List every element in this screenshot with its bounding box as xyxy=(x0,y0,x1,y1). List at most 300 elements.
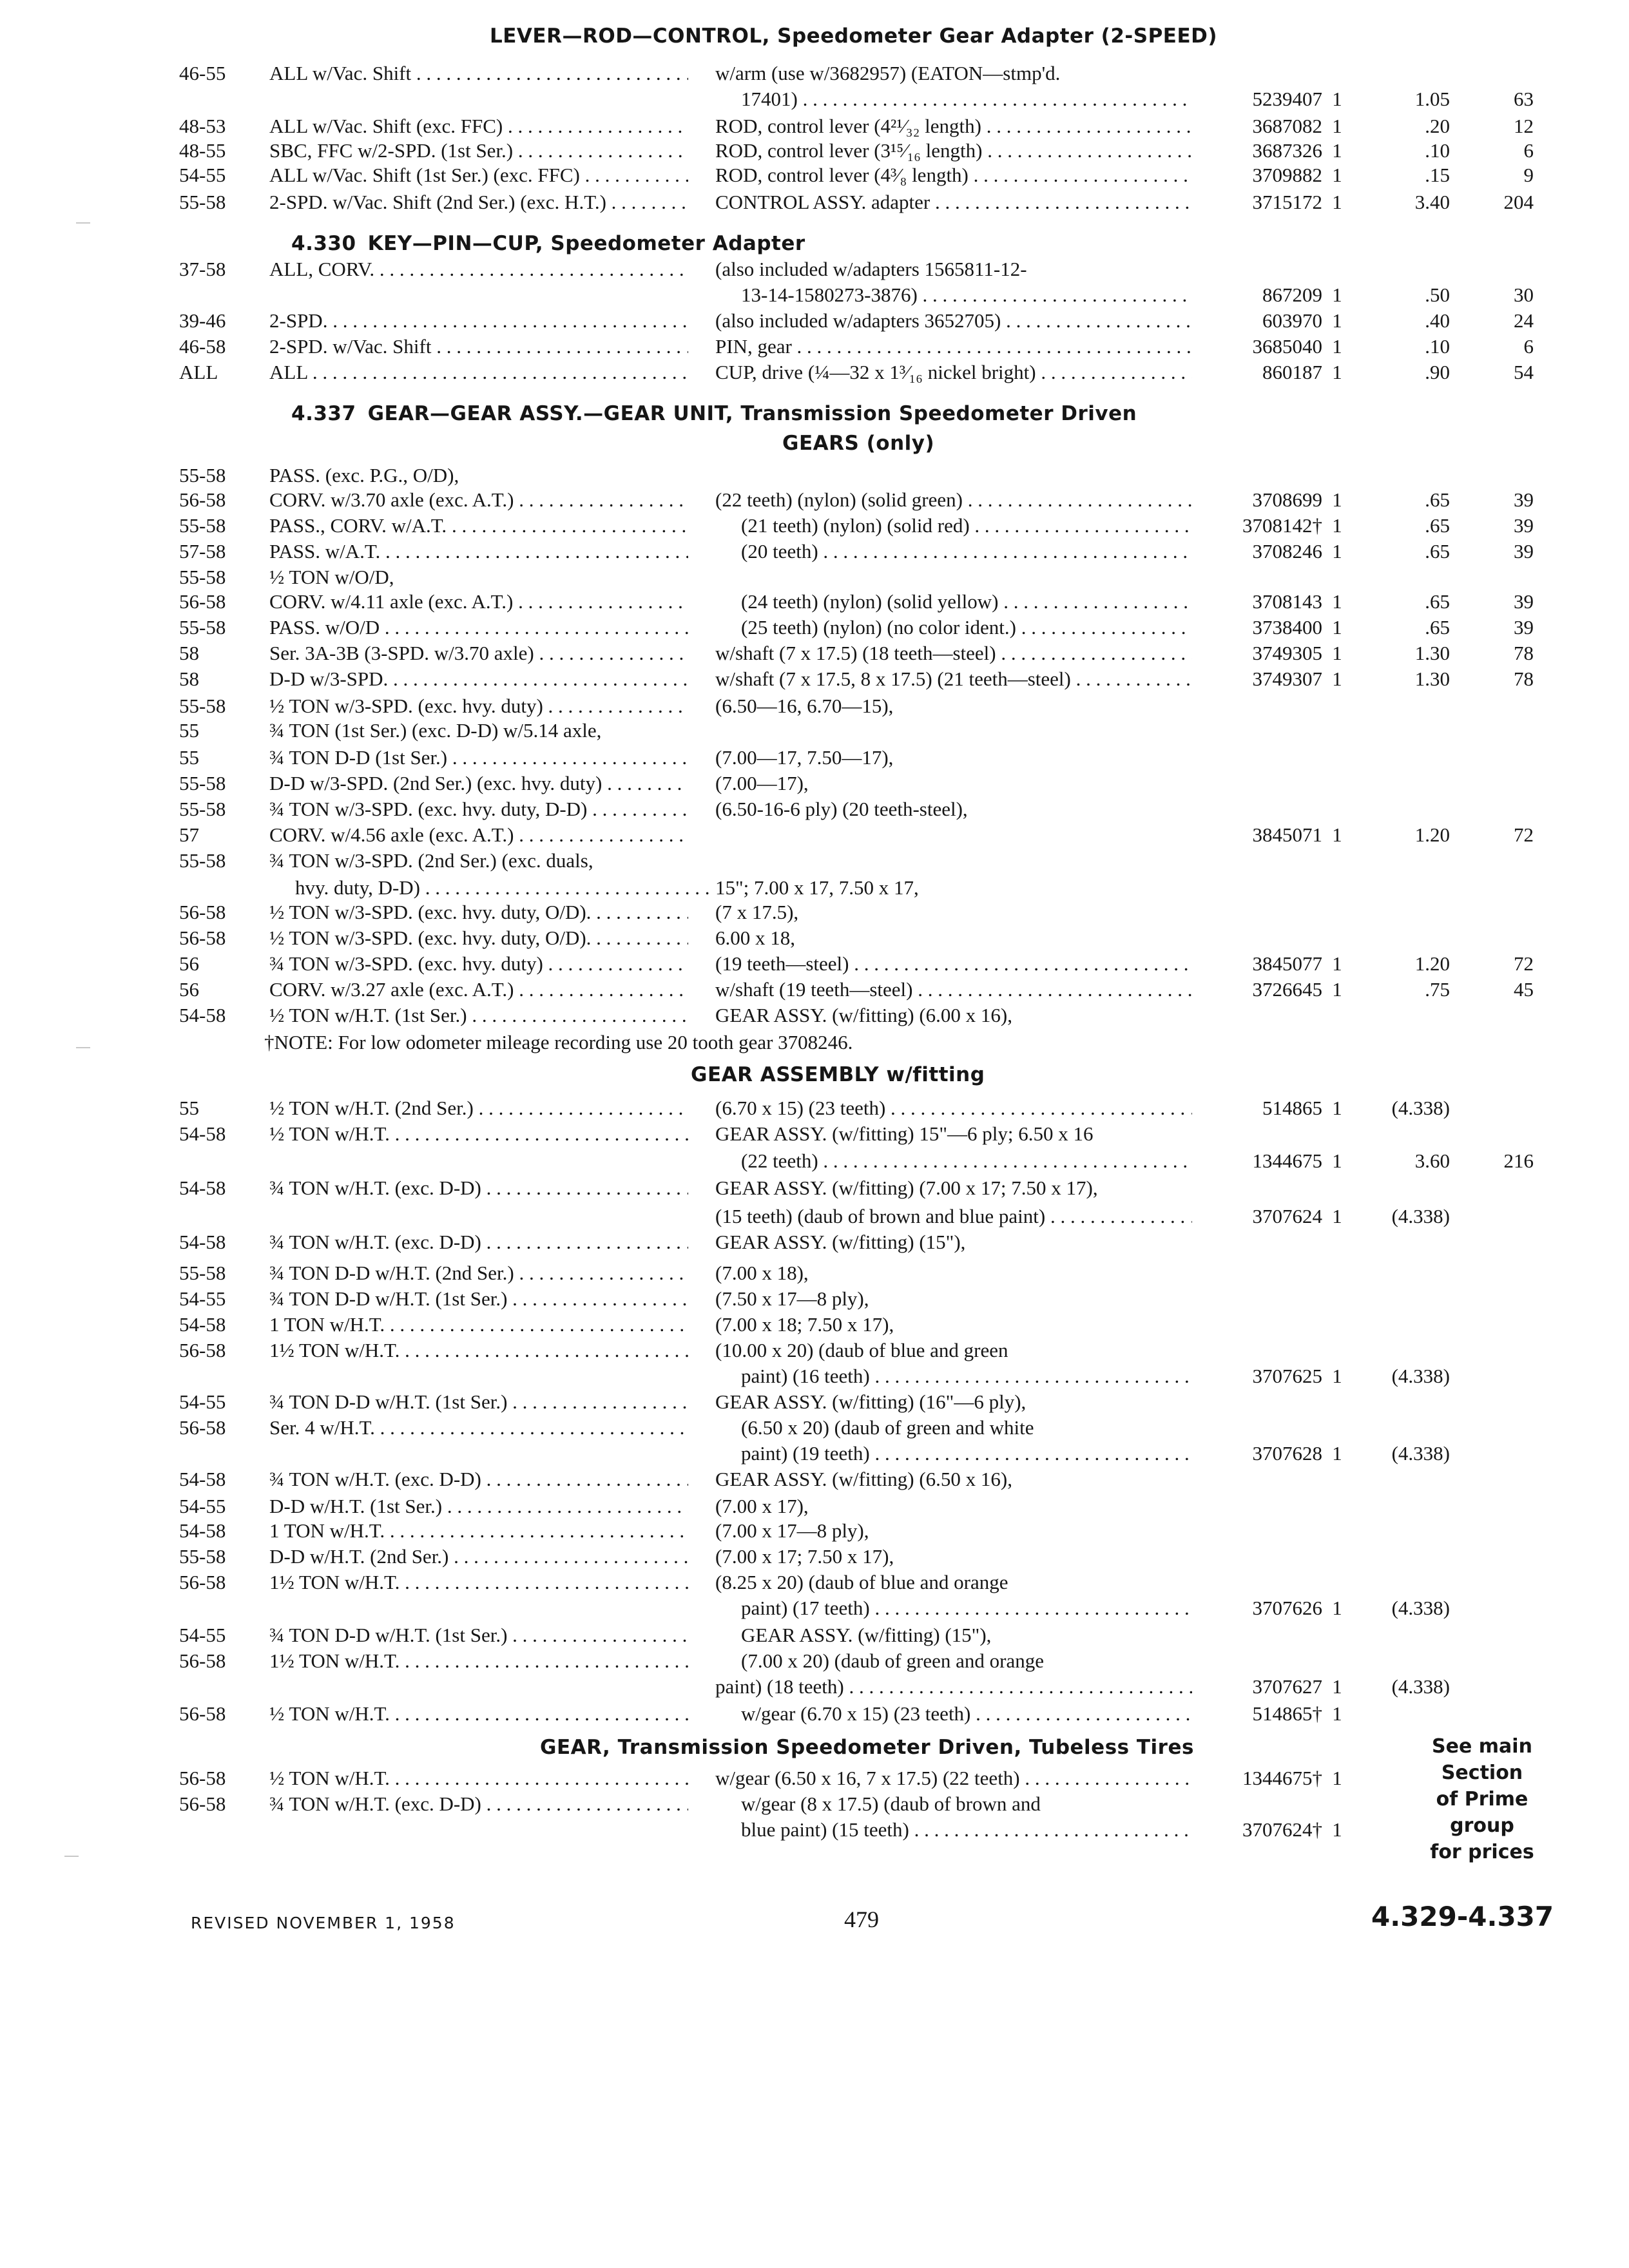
list-price: 1.05 xyxy=(1414,88,1450,110)
model-years: 56-58 xyxy=(179,1792,226,1815)
quantity: 1 xyxy=(1332,191,1342,213)
model-years: 46-58 xyxy=(179,335,226,358)
quantity: 1 xyxy=(1332,335,1342,358)
model-years: 55-58 xyxy=(179,464,226,486)
section-title: GEAR ASSEMBLY w/fitting xyxy=(691,1063,985,1086)
dealer-code: 72 xyxy=(1514,952,1534,975)
list-price: .20 xyxy=(1425,115,1450,137)
parts-row xyxy=(0,1260,1629,1286)
list-price: .65 xyxy=(1425,590,1450,613)
quantity: 1 xyxy=(1332,514,1342,537)
part-description: PIN, gear . . . xyxy=(715,334,1192,360)
part-description: GEAR ASSY. (w/fitting) (6.50 x 16), xyxy=(715,1468,1013,1490)
section-number: 4.337 xyxy=(291,402,356,425)
model-application: CORV. w/3.27 axle (exc. A.T.) . . . xyxy=(269,977,688,1003)
parts-row xyxy=(0,1674,1629,1700)
part-description: GEAR ASSY. (w/fitting) (16"—6 ply), xyxy=(715,1390,1027,1413)
dealer-code: 6 xyxy=(1523,139,1534,162)
parts-row xyxy=(0,666,1629,692)
part-description: GEAR ASSY. (w/fitting) (6.00 x 16), xyxy=(715,1004,1013,1026)
parts-row xyxy=(0,1518,1629,1544)
quantity: 1 xyxy=(1332,642,1342,664)
list-price: .50 xyxy=(1425,284,1450,306)
model-years: 54-58 xyxy=(179,1177,226,1199)
parts-row xyxy=(0,1817,1629,1843)
part-description: (7.00 x 18), xyxy=(715,1262,809,1284)
parts-row xyxy=(0,1312,1629,1338)
model-application: 1½ TON w/H.T. . . . xyxy=(269,1648,688,1674)
model-application: ¾ TON D-D (1st Ser.) . . . xyxy=(269,745,688,771)
quantity: 1 xyxy=(1332,1097,1342,1119)
part-number: 514865† xyxy=(1252,1702,1322,1725)
parts-row xyxy=(0,745,1629,771)
list-price: .40 xyxy=(1425,309,1450,332)
dealer-code: 216 xyxy=(1503,1149,1534,1172)
list-price: 1.30 xyxy=(1414,668,1450,690)
model-application: Ser. 3A-3B (3-SPD. w/3.70 axle) . . . xyxy=(269,640,688,666)
model-years: 54-55 xyxy=(179,1287,226,1310)
quantity: 1 xyxy=(1332,361,1342,383)
model-application: ¾ TON w/H.T. (exc. D-D) . . . xyxy=(269,1466,688,1492)
dealer-code: 39 xyxy=(1514,590,1534,613)
dealer-code: 6 xyxy=(1523,335,1534,358)
model-application: ¾ TON D-D w/H.T. (2nd Ser.) . . . xyxy=(269,1260,688,1286)
list-price: (4.338) xyxy=(1391,1205,1450,1227)
section-title: LEVER—ROD—CONTROL, Speedometer Gear Adapter (2-SPEED) xyxy=(490,24,1218,48)
model-application: hvy. duty, D-D) . . . xyxy=(295,875,714,901)
model-application: 1 TON w/H.T. . . . xyxy=(269,1312,688,1338)
list-price: (4.338) xyxy=(1391,1597,1450,1619)
part-description: paint) (19 teeth) . . . xyxy=(741,1441,1192,1466)
part-description: (7.00 x 18; 7.50 x 17), xyxy=(715,1313,894,1336)
part-number: 3707626 xyxy=(1252,1597,1322,1619)
part-number: 3707627 xyxy=(1252,1675,1322,1698)
model-application: 2-SPD. . . . xyxy=(269,308,688,334)
part-description: w/gear (8 x 17.5) (daub of brown and xyxy=(741,1792,1041,1815)
model-application: D-D w/3-SPD. (2nd Ser.) (exc. hvy. duty) . . . xyxy=(269,771,688,796)
section-number: 4.330 xyxy=(291,232,356,255)
list-price: .75 xyxy=(1425,978,1450,1001)
part-description: (7 x 17.5), xyxy=(715,901,799,923)
model-application: ½ TON w/3-SPD. (exc. hvy. duty) . . . xyxy=(269,693,688,719)
model-years: 55-58 xyxy=(179,772,226,794)
dealer-code: 45 xyxy=(1514,978,1534,1001)
part-description: paint) (18 teeth) . . . xyxy=(715,1674,1192,1700)
model-years: 55-58 xyxy=(179,798,226,820)
list-price: 3.40 xyxy=(1414,191,1450,213)
part-number: 3708142† xyxy=(1242,514,1322,537)
part-number: 3707624† xyxy=(1242,1818,1322,1841)
dealer-code: 78 xyxy=(1514,668,1534,690)
list-price: .10 xyxy=(1425,335,1450,358)
model-years: 56 xyxy=(179,978,199,1001)
parts-row xyxy=(0,61,1629,86)
section-heading-continued xyxy=(782,432,934,455)
parts-row xyxy=(0,1286,1629,1312)
parts-row xyxy=(0,86,1629,112)
part-description: (24 teeth) (nylon) (solid yellow) . . . xyxy=(741,589,1192,615)
section-title: GEAR, Transmission Speedometer Driven, Tubeless Tires xyxy=(540,1736,1194,1759)
model-years: 54-58 xyxy=(179,1519,226,1542)
side-note-line: group xyxy=(1450,1814,1514,1837)
part-number: 3687082 xyxy=(1252,115,1322,137)
part-number: 867209 xyxy=(1262,284,1322,306)
dealer-code: 9 xyxy=(1523,164,1534,186)
quantity: 1 xyxy=(1332,1675,1342,1698)
parts-row xyxy=(0,1003,1629,1028)
model-application: ½ TON w/H.T. (2nd Ser.) . . . xyxy=(269,1095,688,1121)
model-years: 55-58 xyxy=(179,616,226,639)
quantity: 1 xyxy=(1332,1205,1342,1227)
part-number: 3845077 xyxy=(1252,952,1322,975)
dealer-code: 39 xyxy=(1514,616,1534,639)
model-years: 56-58 xyxy=(179,927,226,949)
model-years: 54-55 xyxy=(179,1624,226,1646)
model-application: ½ TON w/H.T. . . . xyxy=(269,1701,688,1727)
parts-row xyxy=(0,1765,1629,1791)
parts-row xyxy=(0,1701,1629,1727)
dealer-code: 24 xyxy=(1514,309,1534,332)
part-description: (7.50 x 17—8 ply), xyxy=(715,1287,869,1310)
part-number: 3715172 xyxy=(1252,191,1322,213)
part-description: w/shaft (7 x 17.5) (18 teeth—steel) . . . xyxy=(715,640,1192,666)
parts-row xyxy=(0,589,1629,615)
part-number: 1344675† xyxy=(1242,1767,1322,1789)
part-description: (6.70 x 15) (23 teeth) . . . xyxy=(715,1095,1192,1121)
quantity: 1 xyxy=(1332,139,1342,162)
parts-row xyxy=(0,1175,1629,1201)
quantity: 1 xyxy=(1332,1442,1342,1465)
model-application: PASS., CORV. w/A.T. . . . xyxy=(269,513,688,539)
parts-row xyxy=(0,822,1629,848)
section-heading xyxy=(691,1063,985,1086)
quantity: 1 xyxy=(1332,115,1342,137)
part-description: (7.00—17), xyxy=(715,772,809,794)
model-application: PASS. w/O/D . . . xyxy=(269,615,688,640)
part-number: 3749307 xyxy=(1252,668,1322,690)
parts-row xyxy=(0,1095,1629,1121)
model-application: ½ TON w/3-SPD. (exc. hvy. duty, O/D). . . . xyxy=(269,925,688,951)
part-number: 3749305 xyxy=(1252,642,1322,664)
quantity: 1 xyxy=(1332,1767,1342,1789)
dealer-code: 39 xyxy=(1514,488,1534,511)
dealer-code: 39 xyxy=(1514,514,1534,537)
part-description: (7.00 x 17; 7.50 x 17), xyxy=(715,1545,894,1568)
model-years: 56-58 xyxy=(179,901,226,923)
part-description: (7.00 x 20) (daub of green and orange xyxy=(741,1649,1044,1672)
margin-mark xyxy=(76,1047,90,1048)
parts-row xyxy=(0,1363,1629,1389)
parts-row xyxy=(0,1622,1629,1648)
parts-row xyxy=(0,640,1629,666)
model-application: ¾ TON w/H.T. (exc. D-D) . . . xyxy=(269,1791,688,1817)
quantity: 1 xyxy=(1332,284,1342,306)
dealer-code: 78 xyxy=(1514,642,1534,664)
part-number: 3687326 xyxy=(1252,139,1322,162)
list-price: (4.338) xyxy=(1391,1365,1450,1387)
model-years: 55 xyxy=(179,1097,199,1119)
list-price: .90 xyxy=(1425,361,1450,383)
parts-row xyxy=(0,282,1629,308)
model-years: 56-58 xyxy=(179,1571,226,1593)
model-years: 39-46 xyxy=(179,309,226,332)
part-description: (25 teeth) (nylon) (no color ident.) . . . xyxy=(741,615,1192,640)
model-years: 54-55 xyxy=(179,1390,226,1413)
model-application: CORV. w/3.70 axle (exc. A.T.) . . . xyxy=(269,487,688,513)
parts-row xyxy=(0,1595,1629,1621)
list-price: .65 xyxy=(1425,488,1450,511)
parts-row xyxy=(0,1570,1629,1595)
model-application: ¾ TON D-D w/H.T. (1st Ser.) . . . xyxy=(269,1622,688,1648)
list-price: .10 xyxy=(1425,139,1450,162)
part-description: GEAR ASSY. (w/fitting) (7.00 x 17; 7.50 x 17), xyxy=(715,1177,1098,1199)
section-range: 4.329-4.337 xyxy=(1371,1901,1554,1932)
quantity: 1 xyxy=(1332,590,1342,613)
list-price: .65 xyxy=(1425,514,1450,537)
model-years: 56-58 xyxy=(179,1339,226,1361)
quantity: 1 xyxy=(1332,1365,1342,1387)
model-application: ¾ TON w/H.T. (exc. D-D) . . . xyxy=(269,1229,688,1255)
section-heading xyxy=(540,1736,1194,1759)
part-description: (21 teeth) (nylon) (solid red) . . . xyxy=(741,513,1192,539)
part-description: w/gear (6.50 x 16, 7 x 17.5) (22 teeth) . . . xyxy=(715,1765,1192,1791)
quantity: 1 xyxy=(1332,309,1342,332)
model-application: ½ TON w/O/D, xyxy=(269,566,394,588)
parts-row xyxy=(0,693,1629,719)
part-description: 13-14-1580273-3876) . . . xyxy=(741,282,1192,308)
part-description: w/shaft (7 x 17.5, 8 x 17.5) (21 teeth—steel) . . . xyxy=(715,666,1192,692)
part-description: (6.50 x 20) (daub of green and white xyxy=(741,1416,1034,1439)
model-application: ½ TON w/H.T. (1st Ser.) . . . xyxy=(269,1003,688,1028)
page-number: 479 xyxy=(844,1907,879,1932)
quantity: 1 xyxy=(1332,978,1342,1001)
part-description: 6.00 x 18, xyxy=(715,927,795,949)
model-years: 55-58 xyxy=(179,514,226,537)
section-heading xyxy=(291,402,1137,425)
section-title: GEAR—GEAR ASSY.—GEAR UNIT, Transmission Speedometer Driven xyxy=(367,402,1137,425)
part-number: 860187 xyxy=(1262,361,1322,383)
dealer-code: 39 xyxy=(1514,540,1534,562)
quantity: 1 xyxy=(1332,1702,1342,1725)
part-description: ROD, control lever (4²¹⁄₃₂ length) . . . xyxy=(715,113,1192,139)
model-years: 54-55 xyxy=(179,1495,226,1517)
parts-row xyxy=(0,615,1629,640)
model-years: 56-58 xyxy=(179,1649,226,1672)
model-years: 54-58 xyxy=(179,1004,226,1026)
part-description: (6.50—16, 6.70—15), xyxy=(715,695,894,717)
model-application: ALL w/Vac. Shift . . . xyxy=(269,61,688,86)
quantity: 1 xyxy=(1332,164,1342,186)
model-application: ¾ TON w/3-SPD. (exc. hvy. duty) . . . xyxy=(269,951,688,977)
quantity: 1 xyxy=(1332,1149,1342,1172)
model-application: PASS. w/A.T. . . . xyxy=(269,539,688,564)
quantity: 1 xyxy=(1332,952,1342,975)
part-description: ROD, control lever (4³⁄₈ length) . . . xyxy=(715,162,1192,188)
dealer-code: 12 xyxy=(1514,115,1534,137)
section-heading xyxy=(291,232,805,255)
quantity: 1 xyxy=(1332,1597,1342,1619)
model-application: D-D w/H.T. (2nd Ser.) . . . xyxy=(269,1544,688,1570)
parts-row xyxy=(0,189,1629,215)
parts-row xyxy=(0,1204,1629,1229)
model-years: 55-58 xyxy=(179,849,226,872)
parts-row xyxy=(0,1791,1629,1817)
part-description: CONTROL ASSY. adapter . . . xyxy=(715,189,1192,215)
model-application: ALL . . . xyxy=(269,360,688,385)
part-number: 3709882 xyxy=(1252,164,1322,186)
model-years: 55-58 xyxy=(179,1262,226,1284)
model-years: 56-58 xyxy=(179,1416,226,1439)
model-years: 55-58 xyxy=(179,566,226,588)
section-title: GEARS (only) xyxy=(782,432,935,455)
list-price: .15 xyxy=(1425,164,1450,186)
side-note-line: Section xyxy=(1441,1762,1523,1784)
quantity: 1 xyxy=(1332,616,1342,639)
list-price: 1.20 xyxy=(1414,952,1450,975)
model-application: CORV. w/4.11 axle (exc. A.T.) . . . xyxy=(269,589,688,615)
model-application: ¾ TON w/3-SPD. (exc. hvy. duty, D-D) . . . xyxy=(269,796,688,822)
list-price: 1.30 xyxy=(1414,642,1450,664)
part-description: (7.00 x 17), xyxy=(715,1495,809,1517)
list-price: (4.338) xyxy=(1391,1675,1450,1698)
model-application: ¾ TON w/3-SPD. (2nd Ser.) (exc. duals, xyxy=(269,849,593,872)
list-price: .65 xyxy=(1425,540,1450,562)
parts-row xyxy=(0,1148,1629,1174)
part-number: 3738400 xyxy=(1252,616,1322,639)
model-years: 55-58 xyxy=(179,695,226,717)
model-years: 54-58 xyxy=(179,1468,226,1490)
model-application: ½ TON w/3-SPD. (exc. hvy. duty, O/D). . . . xyxy=(269,899,688,925)
model-years: 56-58 xyxy=(179,1702,226,1725)
parts-row xyxy=(0,848,1629,874)
part-description: CUP, drive (¼—32 x 1³⁄₁₆ nickel bright) . . . xyxy=(715,360,1192,385)
model-years: 54-55 xyxy=(179,164,226,186)
model-years: 56-58 xyxy=(179,488,226,511)
revision-date: REVISED NOVEMBER 1, 1958 xyxy=(191,1914,456,1932)
model-years: 48-55 xyxy=(179,139,226,162)
model-years: 55-58 xyxy=(179,191,226,213)
quantity: 1 xyxy=(1332,823,1342,846)
model-application: 2-SPD. w/Vac. Shift (2nd Ser.) (exc. H.T.) . . . xyxy=(269,189,688,215)
parts-row xyxy=(0,463,1629,488)
part-number: 3726645 xyxy=(1252,978,1322,1001)
parts-row xyxy=(0,334,1629,360)
model-application: D-D w/3-SPD. . . . xyxy=(269,666,688,692)
model-application: CORV. w/4.56 axle (exc. A.T.) . . . xyxy=(269,822,688,848)
parts-row xyxy=(0,256,1629,282)
parts-row xyxy=(0,796,1629,822)
model-years: 37-58 xyxy=(179,258,226,280)
model-application: ¾ TON D-D w/H.T. (1st Ser.) . . . xyxy=(269,1286,688,1312)
parts-row xyxy=(0,564,1629,590)
section-title: KEY—PIN—CUP, Speedometer Adapter xyxy=(367,232,805,255)
part-description: GEAR ASSY. (w/fitting) (15"), xyxy=(715,1231,966,1253)
part-description: 17401) . . . xyxy=(741,86,1192,112)
parts-row xyxy=(0,977,1629,1003)
part-description: 15"; 7.00 x 17, 7.50 x 17, xyxy=(715,876,919,899)
parts-row xyxy=(0,718,1629,744)
parts-row xyxy=(0,1121,1629,1147)
model-years: 48-53 xyxy=(179,115,226,137)
parts-row xyxy=(0,1415,1629,1441)
part-number: 5239407 xyxy=(1252,88,1322,110)
part-description: (7.00 x 17—8 ply), xyxy=(715,1519,869,1542)
parts-row xyxy=(0,162,1629,188)
model-application: 1½ TON w/H.T. . . . xyxy=(269,1338,688,1363)
quantity: 1 xyxy=(1332,1818,1342,1841)
list-price: 1.20 xyxy=(1414,823,1450,846)
model-application: SBC, FFC w/2-SPD. (1st Ser.) . . . xyxy=(269,138,688,164)
model-application: ½ TON w/H.T. . . . xyxy=(269,1121,688,1147)
model-application: ½ TON w/H.T. . . . xyxy=(269,1765,688,1791)
part-number: 3707624 xyxy=(1252,1205,1322,1227)
part-description: (15 teeth) (daub of brown and blue paint) . . . xyxy=(715,1204,1192,1229)
model-years: 57 xyxy=(179,823,199,846)
model-years: 54-58 xyxy=(179,1122,226,1145)
list-price: .65 xyxy=(1425,616,1450,639)
side-note-line: of Prime xyxy=(1436,1788,1528,1811)
dealer-code: 204 xyxy=(1503,191,1534,213)
footnote: †NOTE: For low odometer mileage recording use 20 tooth gear 3708246. xyxy=(264,1031,853,1053)
model-years: 54-58 xyxy=(179,1231,226,1253)
section-heading xyxy=(490,24,1217,48)
parts-row xyxy=(0,1466,1629,1492)
part-description: w/gear (6.70 x 15) (23 teeth) . . . xyxy=(741,1701,1192,1727)
quantity: 1 xyxy=(1332,668,1342,690)
part-number: 3708246 xyxy=(1252,540,1322,562)
model-years: 58 xyxy=(179,668,199,690)
parts-row xyxy=(0,360,1629,385)
model-years: 56 xyxy=(179,952,199,975)
part-description: (8.25 x 20) (daub of blue and orange xyxy=(715,1571,1008,1593)
part-description: (7.00—17, 7.50—17), xyxy=(715,746,894,769)
part-number: 3707628 xyxy=(1252,1442,1322,1465)
model-years: 54-58 xyxy=(179,1313,226,1336)
parts-row xyxy=(0,308,1629,334)
model-application: ¾ TON D-D w/H.T. (1st Ser.) . . . xyxy=(269,1389,688,1415)
quantity: 1 xyxy=(1332,488,1342,511)
part-number: 3845071 xyxy=(1252,823,1322,846)
part-description: (19 teeth—steel) . . . xyxy=(715,951,1192,977)
part-description: paint) (16 teeth) . . . xyxy=(741,1363,1192,1389)
parts-row xyxy=(0,1494,1629,1519)
dealer-code: 63 xyxy=(1514,88,1534,110)
model-application: ALL w/Vac. Shift (1st Ser.) (exc. FFC) . . . xyxy=(269,162,688,188)
part-description: w/shaft (19 teeth—steel) . . . xyxy=(715,977,1192,1003)
parts-row xyxy=(0,1544,1629,1570)
model-application: PASS. (exc. P.G., O/D), xyxy=(269,464,459,486)
parts-row xyxy=(0,875,1629,901)
parts-row xyxy=(0,113,1629,139)
list-price: (4.338) xyxy=(1391,1442,1450,1465)
model-years: 55 xyxy=(179,719,199,742)
side-note-line: See main xyxy=(1432,1735,1532,1758)
part-description: ROD, control lever (3¹⁵⁄₁₆ length) . . . xyxy=(715,138,1192,164)
model-application: ALL w/Vac. Shift (exc. FFC) . . . xyxy=(269,113,688,139)
model-years: 55 xyxy=(179,746,199,769)
parts-row xyxy=(0,771,1629,796)
parts-row xyxy=(0,487,1629,513)
part-number: 3685040 xyxy=(1252,335,1322,358)
part-description: blue paint) (15 teeth) . . . xyxy=(741,1817,1192,1843)
model-application: 2-SPD. w/Vac. Shift . . . xyxy=(269,334,688,360)
dealer-code: 30 xyxy=(1514,284,1534,306)
model-application: 1½ TON w/H.T. . . . xyxy=(269,1570,688,1595)
part-description: (22 teeth) (nylon) (solid green) . . . xyxy=(715,487,1192,513)
model-years: 56-58 xyxy=(179,590,226,613)
parts-row xyxy=(0,899,1629,925)
parts-row xyxy=(0,138,1629,164)
